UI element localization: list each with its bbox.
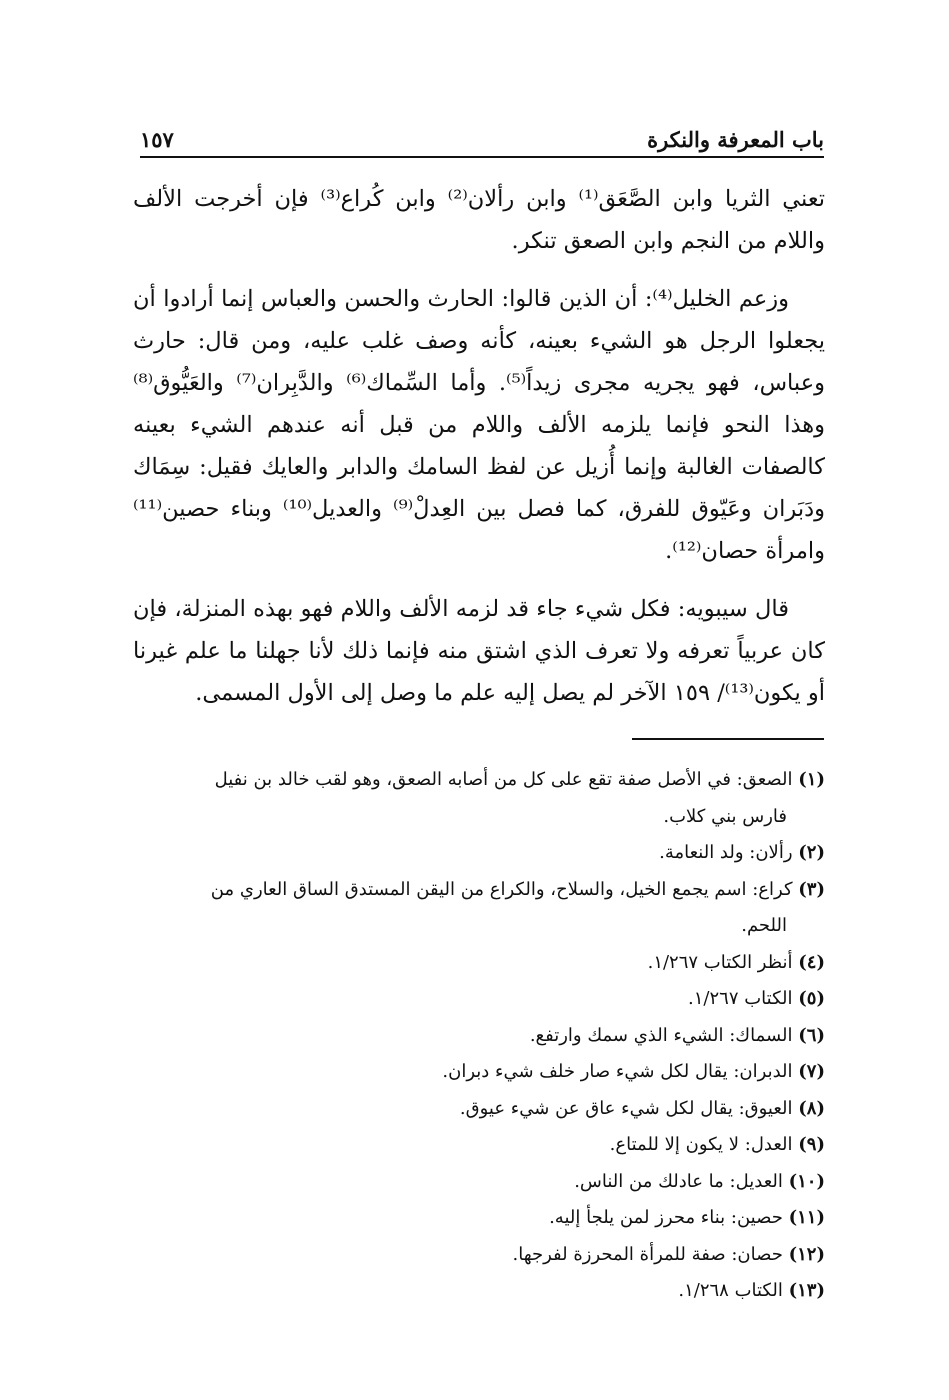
footnote-continuation: اللحم. — [741, 915, 787, 936]
page-number: ١٥٧ — [140, 127, 174, 152]
footnote-3 — [133, 872, 825, 945]
paragraph-2: وزعم الخليل⁽⁴⁾: أن الذين قالوا: الحارث والحسن والعباس إنما أرادوا أن يجعلوا الرجل هو الشيء بعينه، كأنه وصف غلب عليه، ومن قال: حارث وعباس، فهو يجريه مجرى زيداً⁽⁵⁾. وأما السِّماك⁽⁶⁾ والدَّبِران⁽⁷⁾ والعَيُّوق⁽⁸⁾ وهذا النحو فإنما يلزمه الألف واللام من قبل أنه عندهم الشيء بعينه كالصفات الغالبة وإنما أُزيل عن لفظ السامك والدابر والعايك فقيل: سِمَاك ودَبَران وعَيّوق للفرق، كما فصل بين العِدلْ⁽⁹⁾ والعديل⁽¹⁰⁾ وبناء حصين⁽¹¹⁾ وامرأة حصان⁽¹²⁾. — [133, 286, 825, 564]
footnote-number: (٣) — [798, 878, 825, 900]
footnote-9 — [133, 1127, 825, 1164]
chapter-title: باب المعرفة والنكرة — [647, 127, 824, 152]
paragraph-3: قال سيبويه: فكل شيء جاء قد لزمه الألف واللام فهو بهذه المنزلة، فإن كان عربياً تعرفه ولا تعرف الذي اشتق منه فإنما ذلك لأنا جهلنا ما علم غيرنا أو يكون⁽¹³⁾/ ١٥٩ الآخر لم يصل إليه علم ما وصل إلى الأول المسمى. — [133, 596, 825, 706]
footnote-number: (١١) — [788, 1207, 825, 1228]
footnote-number: (١) — [798, 769, 825, 790]
footnotes — [133, 762, 825, 1310]
footnote-text: رألان: ولد النعامة. — [659, 842, 793, 863]
footnote-number: (٨) — [798, 1097, 825, 1119]
footnote-number: (١٢) — [788, 1243, 825, 1265]
footnote-13 — [133, 1273, 825, 1310]
main-text — [133, 178, 825, 730]
footnote-text: الصعق: في الأصل صفة تقع على كل من أصابه الصعق، وهو لقب خالد بن نفيل — [214, 769, 793, 790]
footnote-text: أنظر الكتاب ١/٢٦٧. — [647, 951, 793, 973]
footnote-text: حصين: بناء محرز لمن يلجأ إليه. — [549, 1207, 783, 1228]
running-header — [140, 118, 824, 158]
footnote-text: حصان: صفة للمرأة المحرزة لفرجها. — [512, 1243, 783, 1265]
footnote-text: الكتاب ١/٢٦٨. — [678, 1280, 783, 1301]
footnote-number: (٥) — [798, 988, 825, 1009]
footnote-10 — [133, 1164, 825, 1201]
footnote-1 — [133, 762, 825, 835]
footnote-number: (٤) — [798, 951, 825, 973]
footnote-5 — [133, 981, 825, 1018]
footnote-number: (٢) — [798, 842, 825, 863]
footnote-6 — [133, 1018, 825, 1055]
footnote-4 — [133, 945, 825, 982]
footnote-text: العيوق: يقال لكل شيء عاق عن شيء عيوق. — [459, 1097, 793, 1119]
footnote-2 — [133, 835, 825, 872]
footnote-number: (١٠) — [788, 1170, 825, 1192]
footnote-text: الدبران: يقال لكل شيء صار خلف شيء دبران. — [442, 1061, 793, 1082]
footnote-continuation: فارس بني كلاب. — [663, 805, 787, 827]
footnote-number: (٧) — [798, 1061, 825, 1082]
footnote-text: السماك: الشيء الذي سمك وارتفع. — [529, 1024, 793, 1046]
footnote-7 — [133, 1054, 825, 1091]
footnote-text: الكتاب ١/٢٦٧. — [688, 988, 793, 1009]
paragraph-1: تعني الثريا وابن الصَّعَق⁽¹⁾ وابن رألان⁽²⁾ وابن كُراع⁽³⁾ فإن أخرجت الألف واللام من النجم وابن الصعق تنكر. — [133, 186, 825, 254]
footnote-number: (٦) — [798, 1024, 825, 1046]
footnote-text: كراع: اسم يجمع الخيل، والسلاح، والكراع من اليقن المستدق الساق العاري من — [210, 878, 793, 900]
footnote-divider — [632, 738, 824, 740]
footnote-8 — [133, 1091, 825, 1128]
footnote-text: العدل: لا يكون إلا للمتاع. — [609, 1134, 793, 1155]
footnote-12 — [133, 1237, 825, 1274]
footnote-number: (١٣) — [788, 1280, 825, 1301]
footnote-text: العديل: ما عادلك من الناس. — [574, 1170, 783, 1192]
footnote-11 — [133, 1200, 825, 1237]
footnote-number: (٩) — [798, 1134, 825, 1155]
